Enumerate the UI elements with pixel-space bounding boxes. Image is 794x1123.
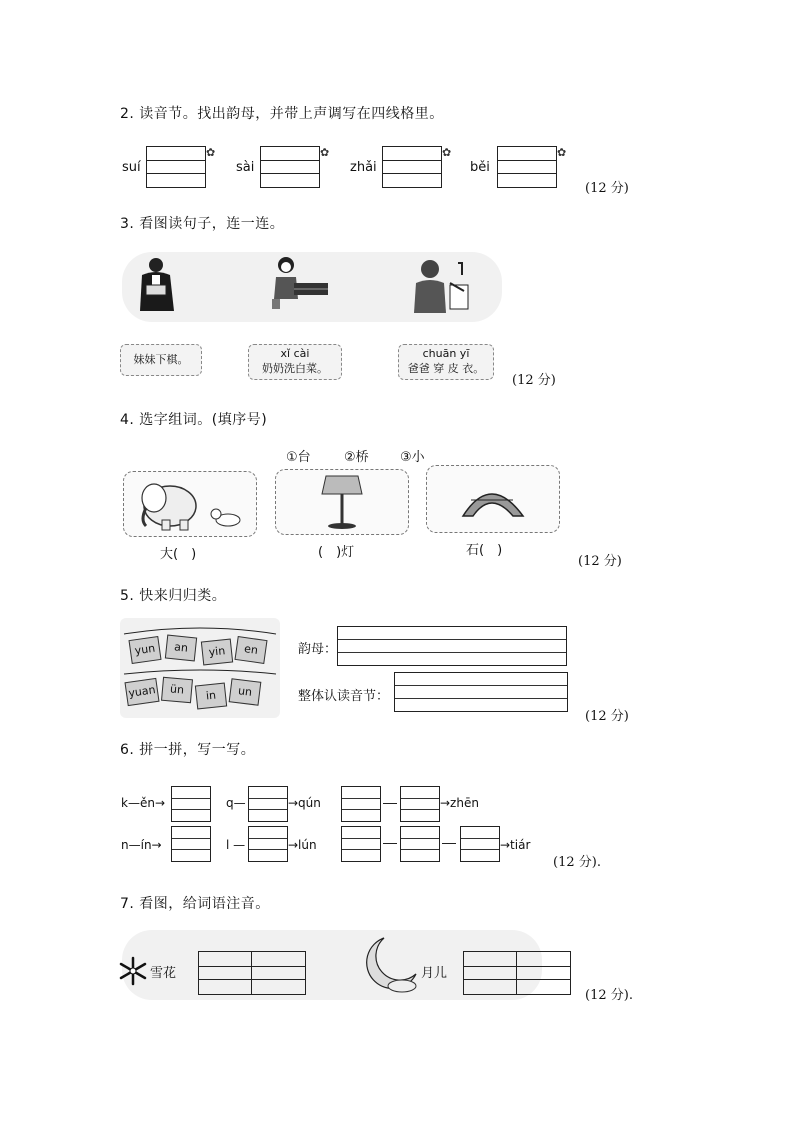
pinyin-card[interactable]: yun (128, 636, 161, 664)
stone-bridge-image (427, 466, 557, 530)
q3-score: (12 分) (512, 373, 556, 388)
q3-title: 3. 看图读句子，连一连。 (120, 216, 285, 232)
q7-answer-grid-1[interactable] (198, 951, 306, 995)
crescent-moon-icon (362, 934, 422, 994)
q5-title: 5. 快来归归类。 (120, 588, 227, 604)
q4-title: 4. 选字组词。(填序号) (120, 412, 268, 428)
row1-result: →qún (288, 796, 321, 810)
q4-bridge-frame (426, 465, 560, 533)
q3-sentence-1[interactable] (120, 344, 202, 376)
flower-icon: ✿ (206, 146, 216, 159)
q6-box-r2-2[interactable] (248, 826, 288, 862)
pinyin-card[interactable]: yin (201, 638, 233, 665)
q2-syllable-3: zhǎi (350, 160, 377, 175)
q2-grid-3[interactable] (382, 146, 442, 188)
q2-syllable-4: běi (470, 160, 490, 175)
snowflake-icon (118, 956, 148, 986)
q6-box-r1-1[interactable] (171, 786, 211, 822)
sentence-text: 妹妹下棋。 (133, 353, 189, 366)
sister-playing-chess-image (266, 255, 332, 315)
q6-box-r1-2[interactable] (248, 786, 288, 822)
flower-icon: ✿ (320, 146, 330, 159)
dash-line (383, 843, 397, 844)
q5-score: (12 分) (585, 709, 629, 724)
finals-label: 韵母： (298, 642, 338, 657)
q2-syllable-1: suí (122, 160, 141, 175)
q2-syllable-2: sài (236, 160, 255, 175)
row2-result: →lún (288, 838, 317, 852)
row2-end: →tiár (500, 838, 531, 852)
q4-option-3: ③小 (400, 450, 425, 465)
q4-blank-2[interactable]: ( )灯 (318, 545, 355, 560)
q6-title: 6. 拼一拼，写一写。 (120, 742, 256, 758)
q4-elephant-frame (123, 471, 257, 537)
q6-box-r2-3[interactable] (341, 826, 381, 862)
pinyin-card[interactable]: ün (161, 677, 193, 704)
sentence-pinyin: xǐ cài (280, 347, 310, 360)
flower-icon: ✿ (557, 146, 567, 159)
q6-box-r1-4[interactable] (400, 786, 440, 822)
q2-grid-4[interactable] (497, 146, 557, 188)
sentence-text: 奶奶洗白菜。 (262, 362, 328, 375)
row2-second: l — (226, 838, 246, 852)
pinyin-card[interactable]: en (234, 636, 267, 664)
dash-line (383, 803, 397, 804)
pinyin-card[interactable]: yuan (124, 678, 159, 706)
row1-second: q— (226, 796, 246, 810)
q6-box-r1-3[interactable] (341, 786, 381, 822)
q4-score: (12 分) (578, 554, 622, 569)
q6-box-r2-4[interactable] (400, 826, 440, 862)
q7-answer-grid-2[interactable] (463, 951, 571, 995)
whole-syllable-label: 整体认读音节： (298, 689, 390, 704)
q4-blank-1[interactable]: 大( ) (160, 547, 197, 562)
row1-end: →zhēn (440, 796, 479, 810)
q2-title: 2. 读音节。找出韵母，并带上声调写在四线格里。 (120, 106, 444, 122)
pinyin-card[interactable]: un (229, 678, 262, 705)
q7-score: (12 分). (585, 988, 633, 1003)
q6-box-r2-1[interactable] (171, 826, 211, 862)
word2-label: 月儿 (421, 966, 448, 981)
sentence-pinyin: chuān yī (422, 347, 470, 360)
row2-start: n—ín→ (121, 838, 162, 852)
row1-start: k—ěn→ (121, 796, 165, 810)
q2-grid-1[interactable] (146, 146, 206, 188)
q3-sentence-2[interactable] (248, 344, 342, 380)
q7-title: 7. 看图，给词语注音。 (120, 896, 270, 912)
q2-grid-2[interactable] (260, 146, 320, 188)
elephant-and-cat-image (124, 472, 254, 534)
sentence-text: 爸爸 穿 皮 衣。 (407, 362, 485, 375)
dash-line (442, 843, 456, 844)
pinyin-card[interactable]: an (165, 634, 197, 661)
q4-blank-3[interactable]: 石( ) (466, 543, 503, 558)
father-figure-image (132, 255, 182, 315)
q2-score: (12 分) (585, 181, 629, 196)
pinyin-card[interactable]: in (195, 682, 227, 709)
lamp-image (276, 470, 406, 532)
grandma-washing-vegetables-image (412, 255, 472, 315)
flower-icon: ✿ (442, 146, 452, 159)
q4-option-2: ②桥 (344, 450, 369, 465)
word1-label: 雪花 (150, 966, 177, 981)
whole-syllable-answer-box[interactable] (394, 672, 568, 712)
q6-box-r2-5[interactable] (460, 826, 500, 862)
q4-option-1: ①台 (286, 450, 311, 465)
finals-answer-box[interactable] (337, 626, 567, 666)
q4-lamp-frame (275, 469, 409, 535)
q3-sentence-3[interactable] (398, 344, 494, 380)
q6-score: (12 分). (553, 855, 601, 870)
